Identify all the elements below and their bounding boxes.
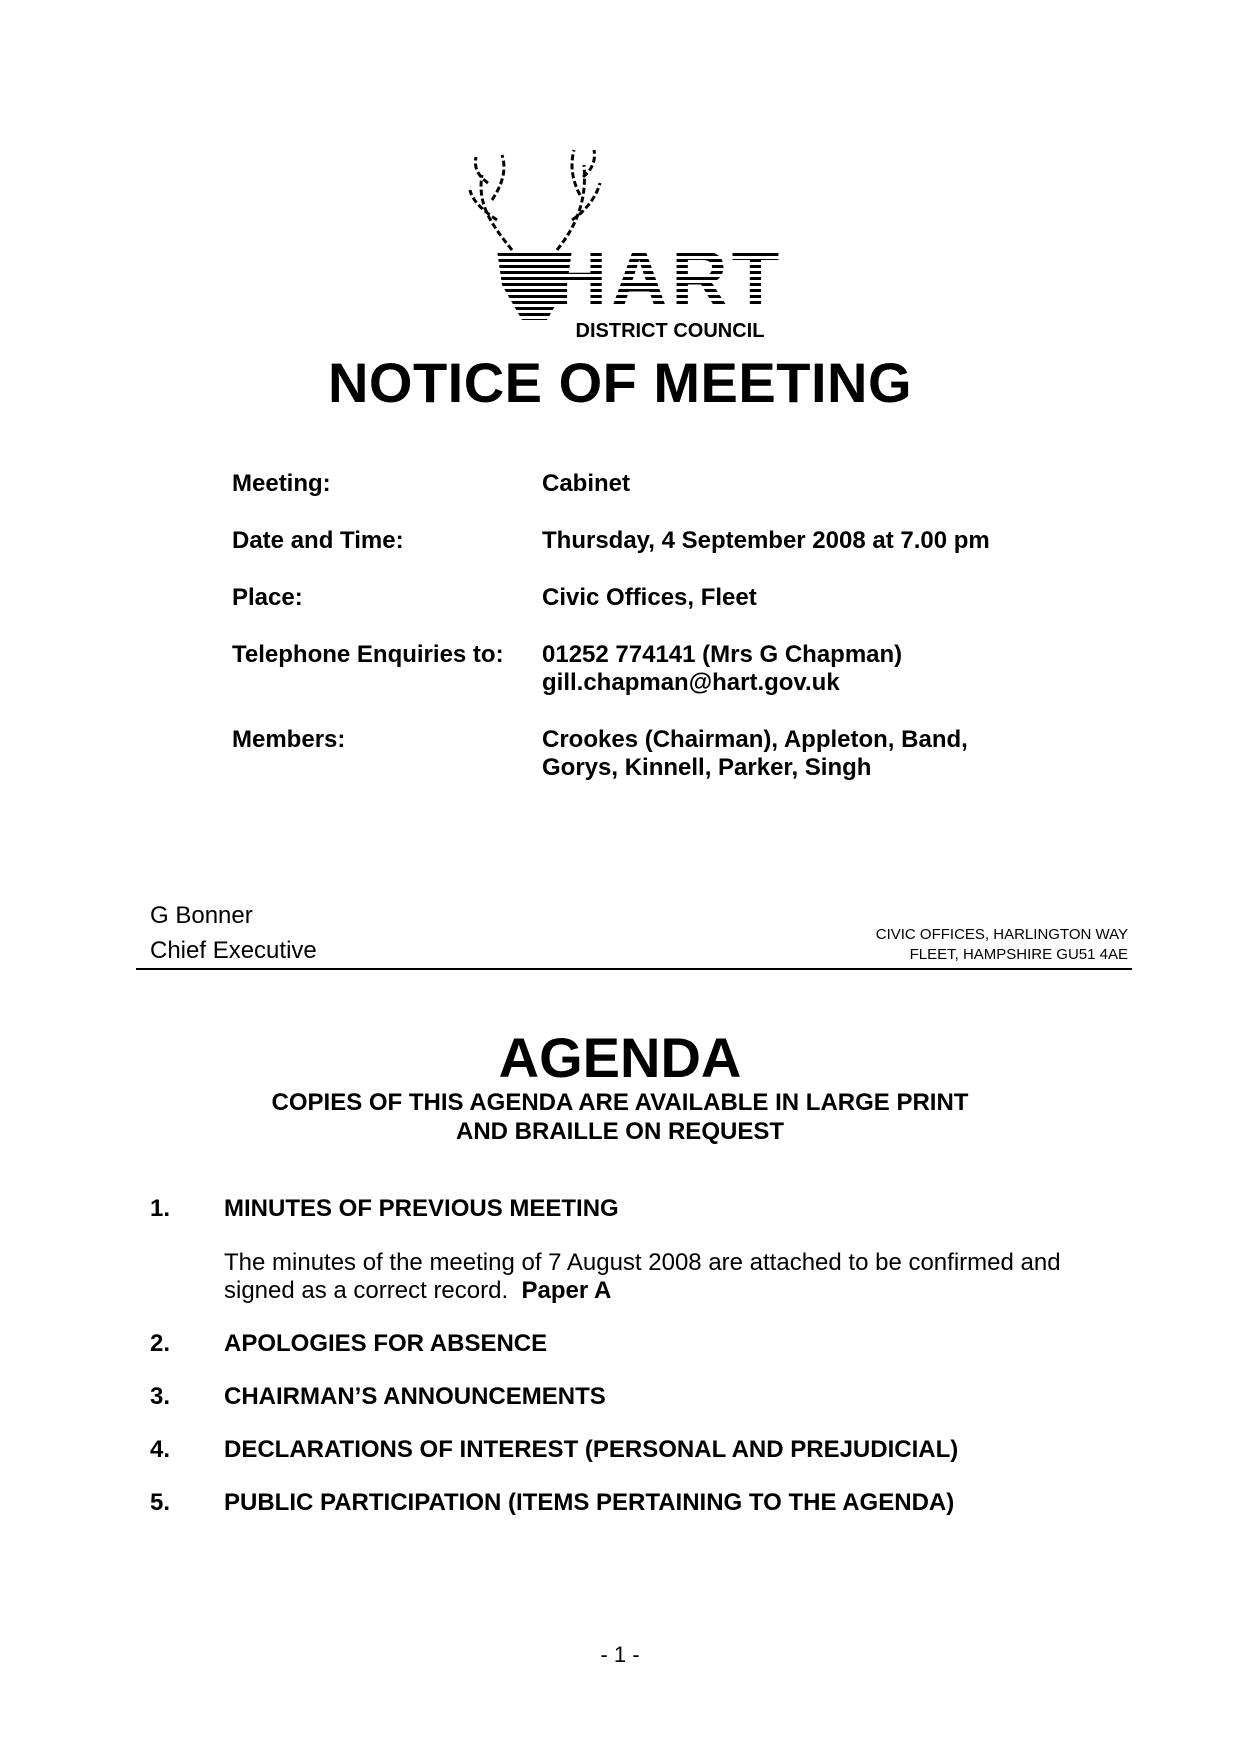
meeting-label: Meeting: <box>232 470 331 497</box>
agenda-item-heading: DECLARATIONS OF INTEREST (PERSONAL AND PREJUDICIAL) <box>224 1436 959 1463</box>
council-address <box>876 925 1128 965</box>
logo-subtitle: DISTRICT COUNCIL <box>575 320 765 342</box>
agenda-title: AGENDA <box>498 1026 742 1089</box>
signatory-name: G Bonner <box>150 902 253 929</box>
signatory-title: Chief Executive <box>150 937 317 964</box>
telephone-number: 01252 774141 (Mrs G Chapman) <box>542 641 903 668</box>
address-line: CIVIC OFFICES, HARLINGTON WAY <box>875 926 1128 943</box>
paper-reference: Paper A <box>521 1277 612 1304</box>
stag-head-icon <box>462 145 802 345</box>
agenda-item-number: 1. <box>150 1195 171 1222</box>
address-line: FLEET, HAMPSHIRE GU51 4AE <box>909 946 1128 963</box>
agenda-note-line: AND BRAILLE ON REQUEST <box>455 1118 784 1145</box>
place-label: Place: <box>232 584 303 611</box>
detail-row-place <box>232 584 1052 612</box>
agenda-note-line: COPIES OF THIS AGENDA ARE AVAILABLE IN LARGE PRINT <box>271 1089 969 1116</box>
telephone-label: Telephone Enquiries to: <box>232 641 504 668</box>
detail-row-members <box>232 726 1052 782</box>
agenda-note <box>0 1088 1240 1146</box>
agenda-item-body <box>224 1195 1110 1305</box>
detail-row-meeting <box>232 470 1052 498</box>
agenda-item-number: 2. <box>150 1330 171 1357</box>
meeting-value: Cabinet <box>542 470 631 497</box>
description-text: signed as a correct record. <box>224 1277 509 1304</box>
members-line: Gorys, Kinnell, Parker, Singh <box>542 754 872 781</box>
agenda-item-number: 4. <box>150 1436 171 1463</box>
detail-row-datetime <box>232 527 1052 555</box>
place-value: Civic Offices, Fleet <box>542 584 757 611</box>
description-line: The minutes of the meeting of 7 August 2008 are attached to be confirmed and <box>224 1249 1061 1276</box>
contact-email[interactable]: gill.chapman@hart.gov.uk <box>542 669 840 696</box>
datetime-value: Thursday, 4 September 2008 at 7.00 pm <box>542 527 990 554</box>
members-line: Crookes (Chairman), Appleton, Band, <box>542 726 968 753</box>
description-line <box>224 1277 1110 1305</box>
agenda-item-number: 3. <box>150 1383 171 1410</box>
agenda-item-number: 5. <box>150 1489 171 1516</box>
members-value <box>542 726 1052 782</box>
detail-row-telephone <box>232 641 1052 697</box>
agenda-item <box>150 1330 1110 1358</box>
council-logo <box>462 145 802 345</box>
signatory <box>150 898 317 968</box>
agenda-items <box>150 1195 1110 1542</box>
telephone-value <box>542 641 1052 697</box>
page-number: - 1 - <box>600 1642 640 1667</box>
agenda-item-heading: CHAIRMAN’S ANNOUNCEMENTS <box>224 1383 606 1410</box>
agenda-item <box>150 1436 1110 1464</box>
agenda-item-description <box>224 1249 1110 1305</box>
agenda-item-heading: MINUTES OF PREVIOUS MEETING <box>224 1195 619 1222</box>
divider <box>136 968 1132 970</box>
members-label: Members: <box>232 726 346 753</box>
meeting-details <box>232 470 1052 811</box>
agenda-item <box>150 1195 1110 1305</box>
agenda-item <box>150 1489 1110 1517</box>
datetime-label: Date and Time: <box>232 527 404 554</box>
notice-title: NOTICE OF MEETING <box>327 351 913 414</box>
agenda-item-heading: PUBLIC PARTICIPATION (ITEMS PERTAINING TO THE AGENDA) <box>224 1489 955 1516</box>
logo-wordmark: HART <box>550 234 784 322</box>
agenda-item <box>150 1383 1110 1411</box>
agenda-item-heading: APOLOGIES FOR ABSENCE <box>224 1330 548 1357</box>
